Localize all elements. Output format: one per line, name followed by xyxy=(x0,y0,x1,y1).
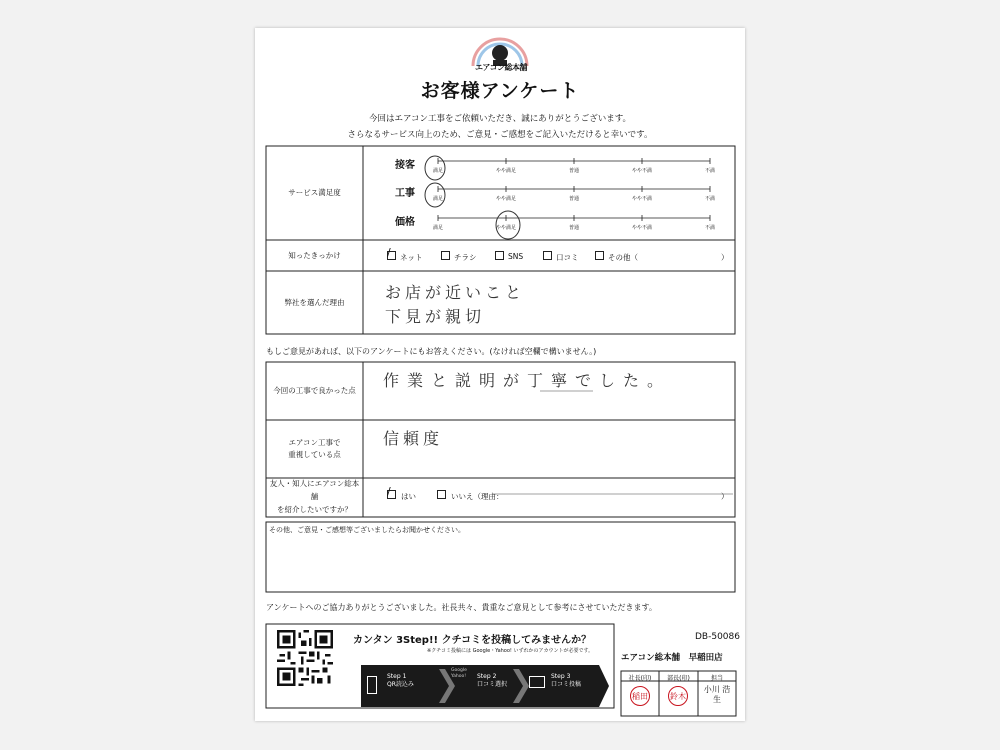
service-label: サービス満足度 xyxy=(288,188,341,197)
checkbox-flyer[interactable] xyxy=(441,251,450,260)
logo-text: エアコン総本舗 xyxy=(474,63,528,72)
option-word-of-mouth: 口コミ xyxy=(556,253,579,262)
refer-label xyxy=(266,478,363,517)
option-refer-yes: はい xyxy=(401,492,416,501)
tick-label: やや不満 xyxy=(631,168,653,174)
scale-label-price: 価格 xyxy=(395,217,415,228)
scale-label-construction: 工事 xyxy=(395,188,415,199)
tick-label: やや満足 xyxy=(495,168,517,174)
stamp-header-president: 社長(印) xyxy=(628,675,652,682)
reason-answer-line-2: 下見が親切 xyxy=(385,307,486,326)
option-other: その他（ xyxy=(608,253,638,262)
option-refer-no: いいえ（理由： xyxy=(451,492,504,501)
step-1-text: QR読込み xyxy=(387,680,414,688)
page-title: お客様アンケート xyxy=(420,80,580,102)
step-2 xyxy=(477,673,507,689)
good-points-answer: 作業と説明が丁寧でした。 xyxy=(383,371,672,390)
step-3 xyxy=(551,673,581,689)
reason-answer-line-1: お店が近いこと xyxy=(385,283,526,302)
tick-label: やや不満 xyxy=(631,196,653,202)
manager-seal: 鈴木 xyxy=(668,686,688,706)
option-net: ネット xyxy=(400,253,423,262)
president-seal: 稲田 xyxy=(630,686,650,706)
tick-label: やや満足 xyxy=(495,196,517,202)
intro-line-2: さらなるサービス向上のため、ご意見・ご感想をご記入いただけると幸いです。 xyxy=(347,130,653,140)
optional-note: もしご意見があれば、以下のアンケートにもお答えください。(なければ空欄で構いません。) xyxy=(266,347,597,356)
refer-label-line-1: 友人・知人にエアコン総本舗 xyxy=(269,479,360,502)
staff-name: 小川 浩生 xyxy=(703,685,731,704)
survey-sheet xyxy=(255,28,745,721)
checkbox-other[interactable] xyxy=(595,251,604,260)
document-number: DB-50086 xyxy=(695,632,740,642)
tick-label: 不満 xyxy=(704,225,716,231)
tick-label: 満足 xyxy=(432,225,444,231)
step-2-text: 口コミ選択 xyxy=(477,680,508,688)
tick-label: 不満 xyxy=(704,168,716,174)
shop-name: エアコン総本舗 早稲田店 xyxy=(621,653,723,663)
good-points-label: 今回の工事で良かった点 xyxy=(273,386,356,395)
option-refer-no-close: ） xyxy=(721,492,729,501)
important-answer: 信頼度 xyxy=(383,429,444,448)
source-label: 知ったきっかけ xyxy=(288,250,341,260)
step-2-title: Step 2 xyxy=(477,673,497,680)
comments-label: その他、ご意見・ご感想等ございましたらお聞かせください。 xyxy=(269,526,465,534)
google-logo-text: Google xyxy=(451,668,467,673)
important-label-line-1: エアコン工事で xyxy=(288,438,341,447)
step-1-title: Step 1 xyxy=(387,673,407,680)
checkbox-word-of-mouth[interactable] xyxy=(543,251,552,260)
tick-label: 満足 xyxy=(432,168,444,174)
important-label-line-2: 重視している点 xyxy=(288,450,341,459)
tick-label: 不満 xyxy=(704,196,716,202)
yahoo-logo-text: Yahoo! xyxy=(451,673,467,679)
qr-code[interactable] xyxy=(277,630,333,686)
tick-label: やや不満 xyxy=(631,225,653,231)
tick-label: 普通 xyxy=(568,225,580,231)
footer-subtitle: ※クチコミ投稿には Google・Yahoo! いずれかのアカウントが必要です。 xyxy=(427,648,594,654)
post-icon xyxy=(529,676,545,688)
checkbox-refer-yes[interactable]: / xyxy=(387,490,396,499)
refer-label-line-2: を紹介したいですか？ xyxy=(277,504,352,514)
thanks-text: アンケートへのご協力ありがとうございました。社長共々、貴重なご意見として参考にさせていただきます。 xyxy=(266,603,657,612)
checkbox-sns[interactable] xyxy=(495,251,504,260)
checkbox-refer-no[interactable] xyxy=(437,490,446,499)
important-label xyxy=(266,420,363,478)
stamp-header-staff: 担当 xyxy=(710,675,723,682)
option-flyer: チラシ xyxy=(454,253,477,262)
scale-label-reception: 接客 xyxy=(395,160,415,171)
tick-label: 普通 xyxy=(568,168,580,174)
stamp-header-manager: 部長(印) xyxy=(667,675,690,682)
tick-label: 普通 xyxy=(568,196,580,202)
footer-title: カンタン 3Step!! クチコミを投稿してみませんか？ xyxy=(353,635,592,646)
option-other-close: ） xyxy=(721,253,729,262)
option-sns: SNS xyxy=(508,252,524,261)
tick-label: 満足 xyxy=(432,196,444,202)
reason-label: 弊社を選んだ理由 xyxy=(284,297,345,307)
checkbox-net[interactable]: / xyxy=(387,251,396,260)
step-3-title: Step 3 xyxy=(551,673,571,680)
phone-icon xyxy=(367,676,377,694)
step-3-text: 口コミ投稿 xyxy=(551,680,582,688)
step-1 xyxy=(387,673,414,689)
intro-line-1: 今回はエアコン工事をご依頼いただき、誠にありがとうございます。 xyxy=(368,114,632,124)
tick-label: やや満足 xyxy=(495,225,517,231)
step-2-logos xyxy=(451,668,467,680)
